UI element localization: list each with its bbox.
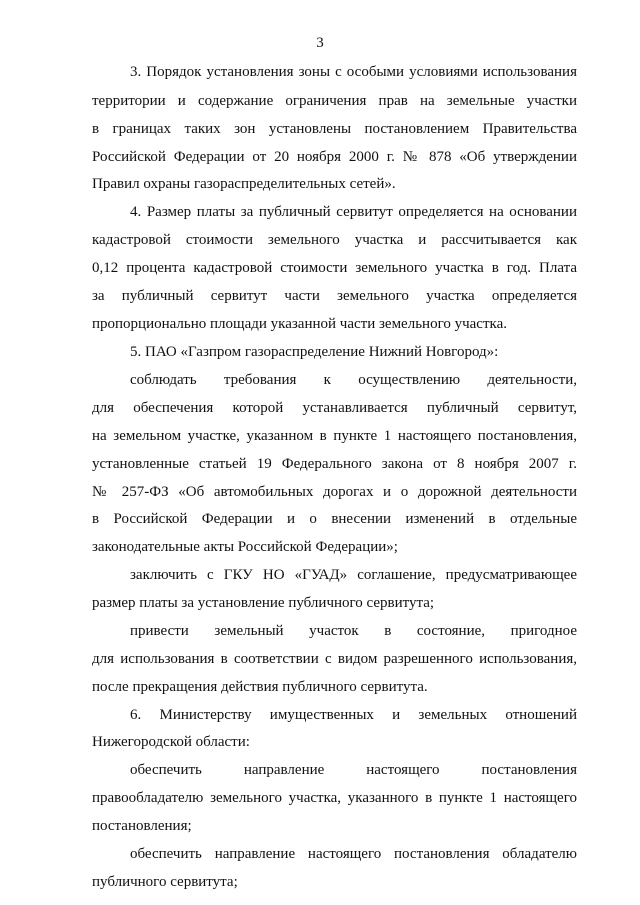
- p3-line-2: территории и содержание ограничения прав на земельные участки: [92, 93, 577, 109]
- p4-line-2: кадастровой стоимости земельного участка и рассчитывается как: [92, 232, 577, 248]
- p6b-line-1: обеспечить направление настоящего постановления обладателю: [130, 846, 577, 862]
- p6-line-2: Нижегородской области:: [92, 734, 250, 750]
- p4-line-4: за публичный сервитут части земельного участка определяется: [92, 288, 577, 304]
- p5a-line-6: в Российской Федерации и о внесении изменений в отдельные: [92, 511, 577, 527]
- p3-line-3: в границах таких зон установлены постановлением Правительства: [92, 121, 577, 137]
- p6a-line-2: правообладателю земельного участка, указанного в пункте 1 настоящего: [92, 790, 577, 806]
- page-number: 3: [316, 35, 324, 51]
- p5b-line-2: размер платы за установление публичного сервитута;: [92, 595, 435, 611]
- p5c-line-1: привести земельный участок в состояние, пригодное: [130, 623, 577, 639]
- p5a-line-2: для обеспечения которой устанавливается публичный сервитут,: [92, 400, 577, 416]
- p5-heading: 5. ПАО «Газпром газораспределение Нижний Новгород»:: [130, 344, 499, 360]
- p5a-line-4: установленные статьей 19 Федерального закона от 8 ноября 2007 г.: [92, 456, 577, 472]
- p6-line-1: 6. Министерству имущественных и земельных отношений: [130, 707, 577, 723]
- p4-line-1: 4. Размер платы за публичный сервитут определяется на основании: [130, 204, 577, 220]
- p3-line-1: 3. Порядок установления зоны с особыми условиями использования: [130, 64, 577, 80]
- p5b-line-1: заключить с ГКУ НО «ГУАД» соглашение, предусматривающее: [130, 567, 577, 583]
- p3-line-4: Российской Федерации от 20 ноября 2000 г. № 878 «Об утверждении: [92, 149, 577, 165]
- p5a-line-7: законодательные акты Российской Федерации»;: [92, 539, 398, 555]
- p6a-line-1: обеспечить направление настоящего постановления: [130, 762, 577, 778]
- p5c-line-2: для использования в соответствии с видом разрешенного использования,: [92, 651, 577, 667]
- p5a-line-3: на земельном участке, указанном в пункте 1 настоящего постановления,: [92, 428, 577, 444]
- p3-line-5: Правил охраны газораспределительных сетей».: [92, 176, 396, 192]
- p5a-line-1: соблюдать требования к осуществлению деятельности,: [130, 372, 577, 388]
- p5a-line-5: № 257-ФЗ «Об автомобильных дорогах и о дорожной деятельности: [92, 484, 577, 500]
- p6a-line-3: постановления;: [92, 818, 192, 834]
- p4-line-3: 0,12 процента кадастровой стоимости земельного участка в год. Плата: [92, 260, 577, 276]
- p5c-line-3: после прекращения действия публичного сервитута.: [92, 679, 428, 695]
- p6b-line-2: публичного сервитута;: [92, 874, 238, 890]
- p4-line-5: пропорционально площади указанной части земельного участка.: [92, 316, 507, 332]
